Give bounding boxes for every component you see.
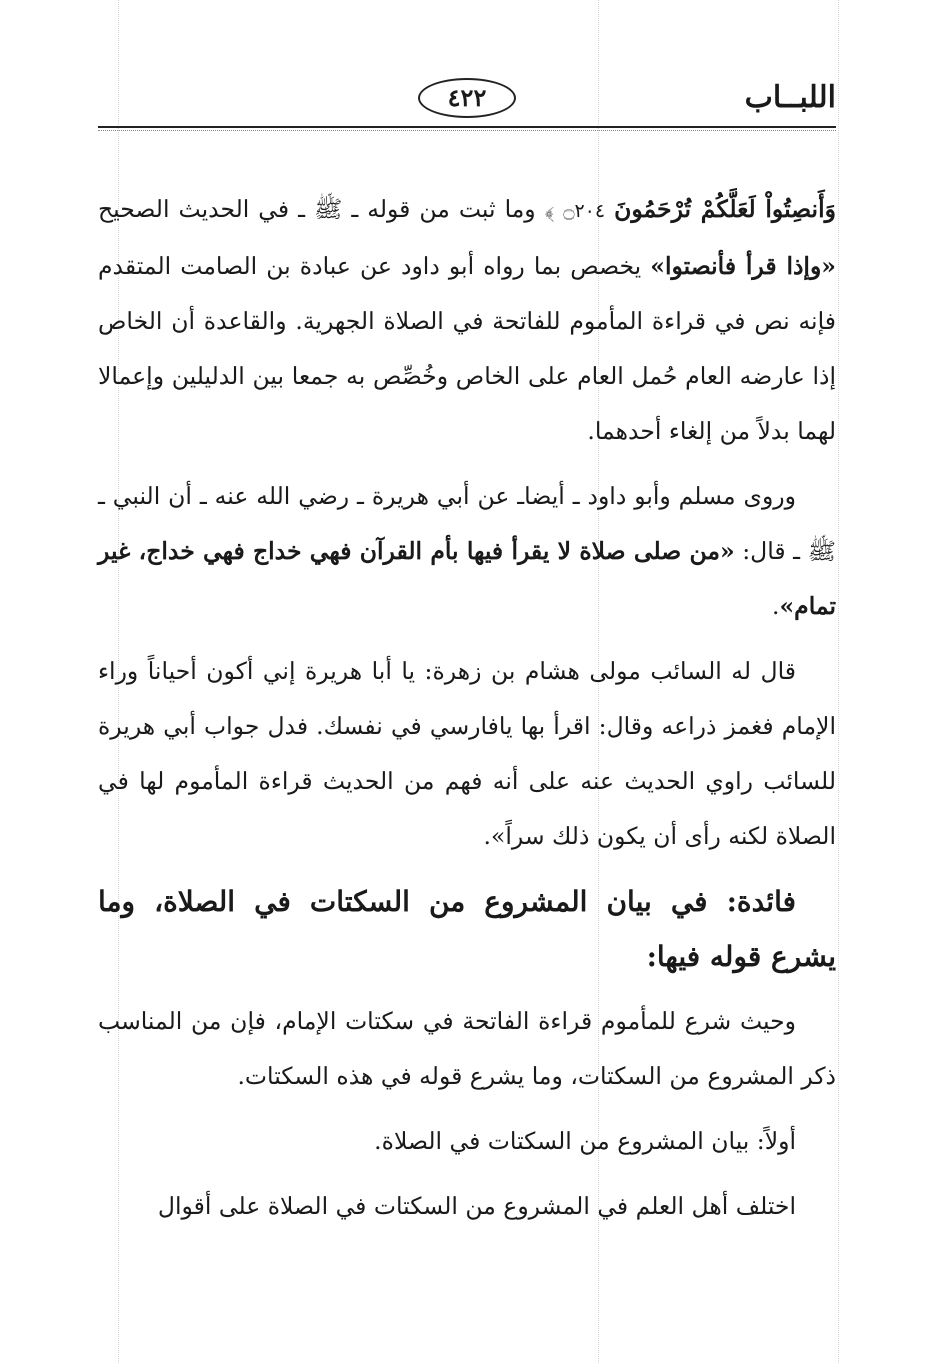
paragraph-6: اختلف أهل العلم في المشروع من السكتات في الصلاة على أقوال: [157, 1192, 796, 1220]
hadith-quote: «وإذا قرأ فأنصتوا»: [650, 252, 836, 280]
ayah-number-mark: ۝٢٠٤: [563, 200, 606, 222]
paragraph-1: [98, 182, 836, 459]
paragraph-text: وروى مسلم وأبو داود ـ أيضاـ عن أبي هريرة ـ رضي الله عنه ـ أن النبي ـ ﷺ ـ قال:: [98, 482, 836, 565]
running-title: اللبــاب: [744, 80, 836, 115]
quran-closing-bracket: ﴾: [544, 195, 555, 223]
paragraph-2: [98, 469, 836, 634]
page-number: ٤٢٢: [418, 78, 516, 118]
paragraph-text: .: [771, 592, 780, 620]
scan-guide-line: [838, 0, 839, 1363]
hadith-quote: «من صلى صلاة لا يقرأ فيها بأم القرآن فهي خداج فهي خداج، غير تمام»: [98, 537, 836, 620]
body-text: [98, 182, 836, 1244]
section-heading: فائدة: في بيان المشروع من السكتات في الصلاة، وما يشرع قوله فيها:: [98, 885, 836, 973]
header-rule: [98, 126, 836, 128]
paragraph-5: أولاً: بيان المشروع من السكتات في الصلاة.: [374, 1127, 796, 1155]
header-rule-dotted: [98, 130, 836, 131]
page-header: [98, 78, 836, 122]
paragraph-4: وحيث شرع للمأموم قراءة الفاتحة في سكتات الإمام، فإن من المناسب ذكر المشروع من السكتات، وما يشرع قوله في هذه السكتات.: [98, 1007, 836, 1090]
paragraph-3: قال له السائب مولى هشام بن زهرة: يا أبا هريرة إني أكون أحياناً وراء الإمام فغمز ذراعه وقال: اقرأ بها يافارسي في نفسك. فدل جواب أبي هريرة للسائب راوي الحديث عنه على أنه فهم من الحديث قراءة المأموم لها في الصلاة لكنه رأى أن يكون ذلك سراً».: [98, 657, 836, 850]
quran-verse: وَأَنصِتُواْ لَعَلَّكُمْ تُرْحَمُونَ: [614, 195, 836, 223]
paragraph-text: يخصص بما رواه أبو داود عن عبادة بن الصامت المتقدم فإنه نص في قراءة المأموم للفاتحة في الصلاة الجهرية. والقاعدة أن الخاص إذا عارضه العام حُمل العام على الخاص وخُصِّص به جمعا بين الدليلين وإعمالا لهما بدلاً من إلغاء أحدهما.: [98, 252, 836, 445]
paragraph-text: وما ثبت من قوله ـ ﷺ ـ في الحديث الصحيح: [98, 195, 545, 223]
